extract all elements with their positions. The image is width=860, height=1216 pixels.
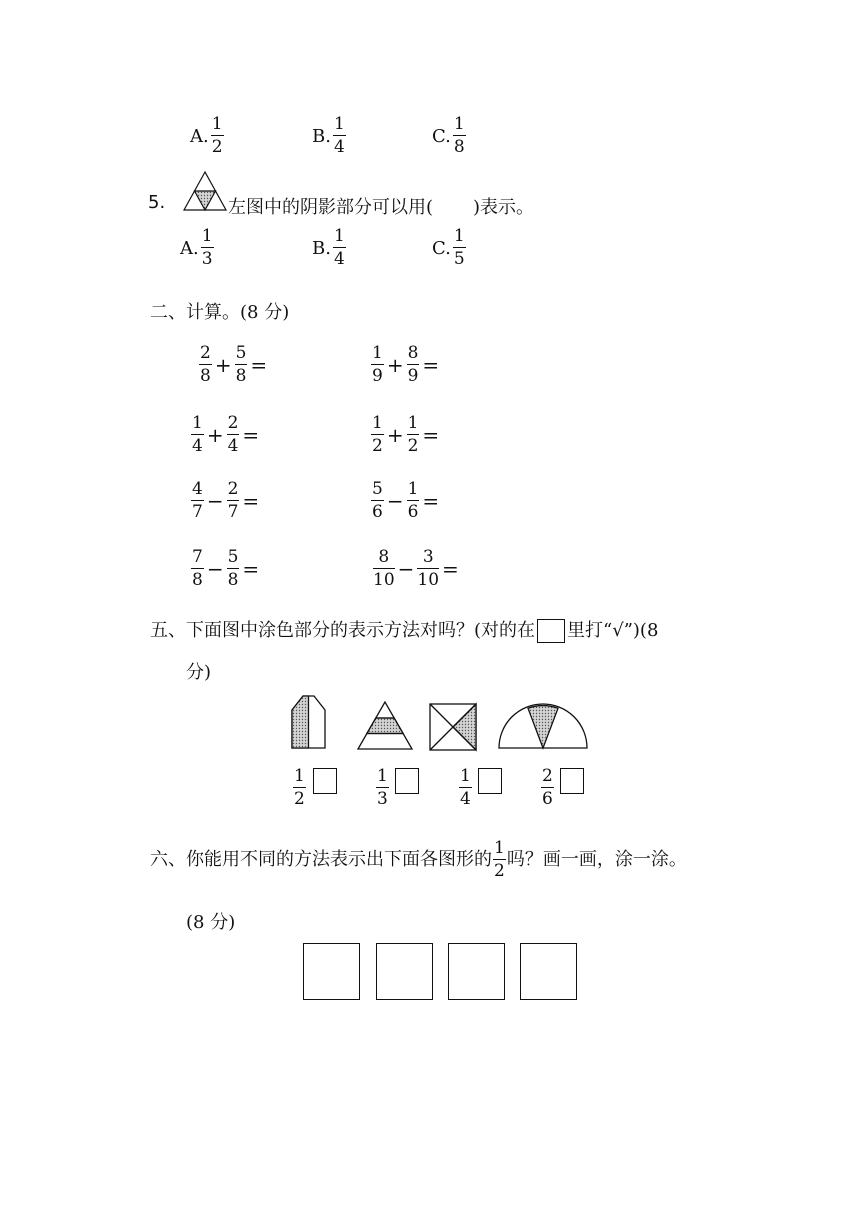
triangle-figure [356,700,414,752]
calc-expression: $\frac{2}{8}$ + $\frac{5}{8}$ = [200,343,268,386]
square-x-figure [428,702,478,752]
calc-expression: $\frac{5}{6}$ − $\frac{1}{6}$ = [372,479,440,522]
fig3-answer: $\frac{1}{4}$ [460,766,471,809]
semicircle-figure [496,700,590,752]
q5-option-a: A. $\frac{1}{3}$ [180,226,213,269]
q4-option-a: A. $\frac{1}{2}$ [190,114,223,157]
pentagon-figure [286,694,330,752]
example-checkbox [537,619,565,643]
q5-number: 5. [148,192,166,213]
q5-question-text: 左图中的阴影部分可以用( )表示。 [228,197,535,218]
drawing-square-1[interactable] [303,943,360,1000]
calc-expression: $\frac{1}{9}$ + $\frac{8}{9}$ = [372,343,440,386]
drawing-square-2[interactable] [376,943,433,1000]
answer-checkbox-4[interactable] [560,768,584,794]
answer-checkbox-2[interactable] [395,768,419,794]
q4-option-c: C. $\frac{1}{8}$ [432,114,465,157]
drawing-square-3[interactable] [448,943,505,1000]
section6-title: 六、你能用不同的方法表示出下面各图形的 $\frac{1}{2}$ 吗？画一画，涂一涂。 [150,838,687,881]
section5-title-line2: 分) [186,662,212,683]
fig2-answer: $\frac{1}{3}$ [377,766,388,809]
fig1-answer: $\frac{1}{2}$ [294,766,305,809]
calc-expression: $\frac{1}{2}$ + $\frac{1}{2}$ = [372,413,440,456]
fig4-answer: $\frac{2}{6}$ [542,766,553,809]
calc-expression: $\frac{8}{10}$ − $\frac{3}{10}$ = [373,547,459,590]
section6-title-line2: (8 分) [186,912,236,933]
calc-expression: $\frac{7}{8}$ − $\frac{5}{8}$ = [192,547,260,590]
drawing-square-4[interactable] [520,943,577,1000]
section2-title: 二、计算。(8 分) [150,302,290,323]
calc-expression: $\frac{1}{4}$ + $\frac{2}{4}$ = [192,413,260,456]
q4-option-b: B. $\frac{1}{4}$ [312,114,345,157]
q5-triangle-figure [182,170,228,212]
answer-checkbox-1[interactable] [313,768,337,794]
q5-option-b: B. $\frac{1}{4}$ [312,226,345,269]
section5-title: 五、下面图中涂色部分的表示方法对吗？(对的在 里打“√”)(8 [150,620,659,641]
calc-expression: $\frac{4}{7}$ − $\frac{2}{7}$ = [192,479,260,522]
q5-option-c: C. $\frac{1}{5}$ [432,226,465,269]
answer-checkbox-3[interactable] [478,768,502,794]
